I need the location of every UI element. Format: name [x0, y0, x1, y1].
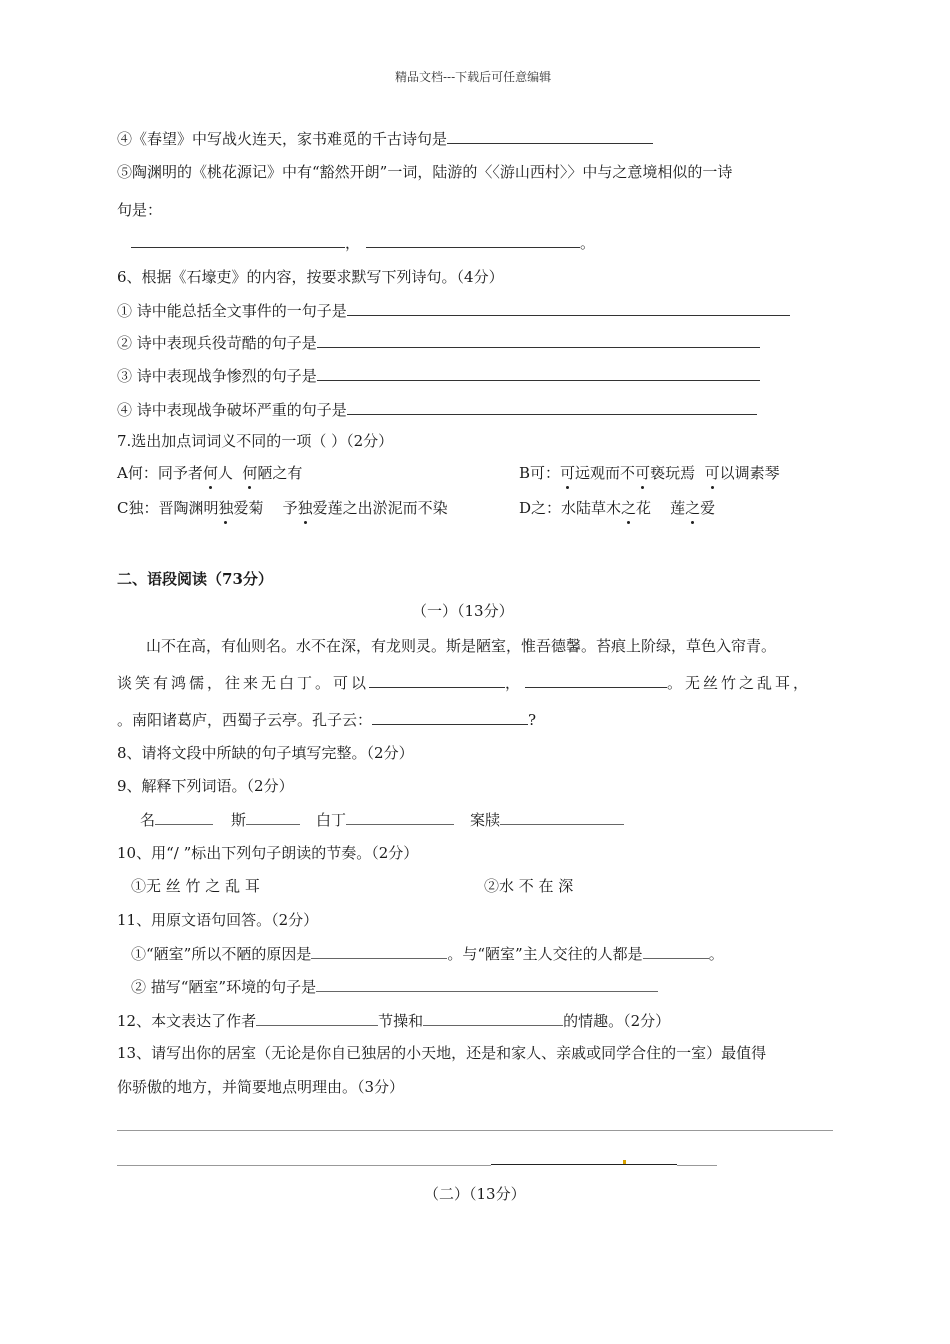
word-label: 斯 [231, 811, 247, 829]
q6-title: 6、根据《石壕吏》的内容，按要求默写下列诗句。（4分） [117, 268, 504, 286]
option-text: 爱 [700, 499, 716, 517]
passage-line2 [117, 672, 811, 693]
passage-text: ， [505, 674, 524, 692]
part1-heading: （一）（13分） [412, 602, 514, 620]
answer-blank[interactable] [369, 672, 505, 688]
q12-text: 节操和 [378, 1012, 424, 1030]
answer-blank[interactable] [311, 943, 447, 959]
q13-line2: 你骄傲的地方，并简要地点明理由。（3分） [117, 1078, 405, 1096]
answer-blank[interactable] [317, 365, 760, 381]
q5-item5-line1: ⑤陶渊明的《桃花源记》中有“豁然开朗”一词，陆游的〈〈游山西村〉〉中与之意境相似的一诗 [117, 163, 733, 181]
answer-blank[interactable] [246, 809, 300, 825]
q11-text: 。 [708, 945, 724, 963]
option-text: 爱菊 予 [233, 499, 298, 517]
passage-text: 。南阳诸葛庐，西蜀子云亭。孔子云： [117, 711, 373, 729]
option-text: A何：同予者 [117, 464, 203, 482]
option-text: 人 [217, 464, 243, 482]
answer-blank[interactable] [316, 976, 658, 992]
q5-item4 [117, 128, 653, 149]
q11-text: ①“陋室”所以不陋的原因是 [131, 945, 312, 963]
answer-line[interactable] [117, 1130, 833, 1131]
answer-blank[interactable] [372, 709, 528, 725]
option-text: 远观而不 [575, 464, 636, 482]
q10-title: 10、用“/ ”标出下列句子朗读的节奏。（2分） [117, 844, 419, 862]
answer-blank[interactable] [317, 332, 760, 348]
q6-item3 [117, 365, 760, 386]
dotted-char: 可 [704, 464, 720, 482]
q11-text: 。与“陋室”主人交往的人都是 [447, 945, 643, 963]
stray-mark [623, 1160, 626, 1164]
word-label: 名 [140, 811, 156, 829]
q12-text: 12、本文表达了作者 [117, 1012, 257, 1030]
section-heading: 二、语段阅读（73分） [117, 570, 273, 588]
answer-blank[interactable] [366, 232, 580, 248]
answer-blank[interactable] [347, 300, 790, 316]
q11-title: 11、用原文语句回答。（2分） [117, 911, 319, 929]
passage-text: ? [528, 711, 537, 729]
passage-line1: 山不在高，有仙则名。水不在深，有龙则灵。斯是陋室，惟吾德馨。苔痕上阶绿，草色入帘青。 [146, 637, 777, 655]
q6-item4-text: ④ 诗中表现战争破坏严重的句子是 [117, 401, 347, 419]
q13-line1: 13、请写出你的居室（无论是你自已独居的小天地，还是和家人、亲戚或同学合住的一室）最值得 [117, 1044, 767, 1062]
passage-text: 谈笑有鸿儒，往来无白丁。可以 [117, 674, 370, 692]
q11-item2 [131, 976, 658, 997]
answer-line[interactable] [677, 1165, 717, 1166]
q5-item4-text: ④《春望》中写战火连天，家书难觅的千古诗句是 [117, 130, 448, 148]
dotted-char: 之 [621, 499, 637, 517]
part2-heading: （二）（13分） [424, 1185, 526, 1203]
q6-item1-text: ① 诗中能总括全文事件的一句子是 [117, 302, 347, 320]
q7-option-b [519, 463, 780, 483]
answer-blank[interactable] [346, 809, 454, 825]
q10-item2: ②水 不 在 深 [484, 877, 574, 895]
option-text: D之：水陆草木 [519, 499, 622, 517]
passage-text: 。无丝竹之乱耳， [667, 674, 812, 692]
q9-words [140, 809, 624, 830]
dotted-char: 独 [218, 499, 234, 517]
q11-text: ② 描写“陋室”环境的句子是 [131, 978, 317, 996]
q7-option-d [519, 498, 715, 518]
answer-blank[interactable] [155, 809, 213, 825]
q7-title: 7.选出加点词词义不同的一项（ ）（2分） [117, 432, 394, 450]
option-text: C独：晋陶渊明 [117, 499, 219, 517]
answer-blank[interactable] [447, 128, 653, 144]
q6-item2 [117, 332, 760, 353]
dotted-char: 可 [635, 464, 651, 482]
answer-line[interactable] [117, 1165, 491, 1166]
q12 [117, 1010, 670, 1031]
word-label: 白丁 [316, 811, 347, 829]
q11-item1 [131, 943, 724, 964]
q5-item5-line2: 句是： [117, 201, 163, 219]
dotted-char: 何 [202, 464, 218, 482]
period: 。 [580, 234, 596, 252]
answer-blank[interactable] [525, 672, 667, 688]
q5-item5-answer [131, 232, 595, 253]
dotted-char: 之 [685, 499, 701, 517]
q6-item1 [117, 300, 790, 321]
q8-title: 8、请将文段中所缺的句子填写完整。（2分） [117, 744, 414, 762]
answer-blank[interactable] [423, 1010, 563, 1026]
option-text: 以调素琴 [719, 464, 780, 482]
option-text: B可： [519, 464, 561, 482]
q9-title: 9、解释下列词语。（2分） [117, 777, 294, 795]
dotted-char: 可 [560, 464, 576, 482]
option-text: 爱莲之出淤泥而不染 [312, 499, 448, 517]
q7-option-c [117, 498, 448, 518]
q12-text: 的情趣。（2分） [563, 1012, 671, 1030]
answer-line[interactable] [491, 1164, 677, 1165]
q6-item3-text: ③ 诗中表现战争惨烈的句子是 [117, 367, 317, 385]
answer-blank[interactable] [256, 1010, 378, 1026]
answer-blank[interactable] [131, 232, 345, 248]
option-text: 亵玩焉 [650, 464, 705, 482]
option-text: 花 莲 [636, 499, 686, 517]
q6-item2-text: ② 诗中表现兵役苛酷的句子是 [117, 334, 317, 352]
word-label: 案牍 [470, 811, 501, 829]
comma: ， [345, 234, 361, 252]
q6-item4 [117, 399, 757, 420]
dotted-char: 独 [297, 499, 313, 517]
answer-blank[interactable] [643, 943, 709, 959]
q10-item1: ①无 丝 竹 之 乱 耳 [131, 877, 260, 895]
q7-option-a [117, 463, 302, 483]
answer-blank[interactable] [500, 809, 624, 825]
option-text: 陋之有 [257, 464, 303, 482]
dotted-char: 何 [242, 464, 258, 482]
page-header: 精品文档---下载后可任意编辑 [395, 70, 552, 84]
passage-line3 [117, 709, 536, 730]
answer-blank[interactable] [347, 399, 757, 415]
